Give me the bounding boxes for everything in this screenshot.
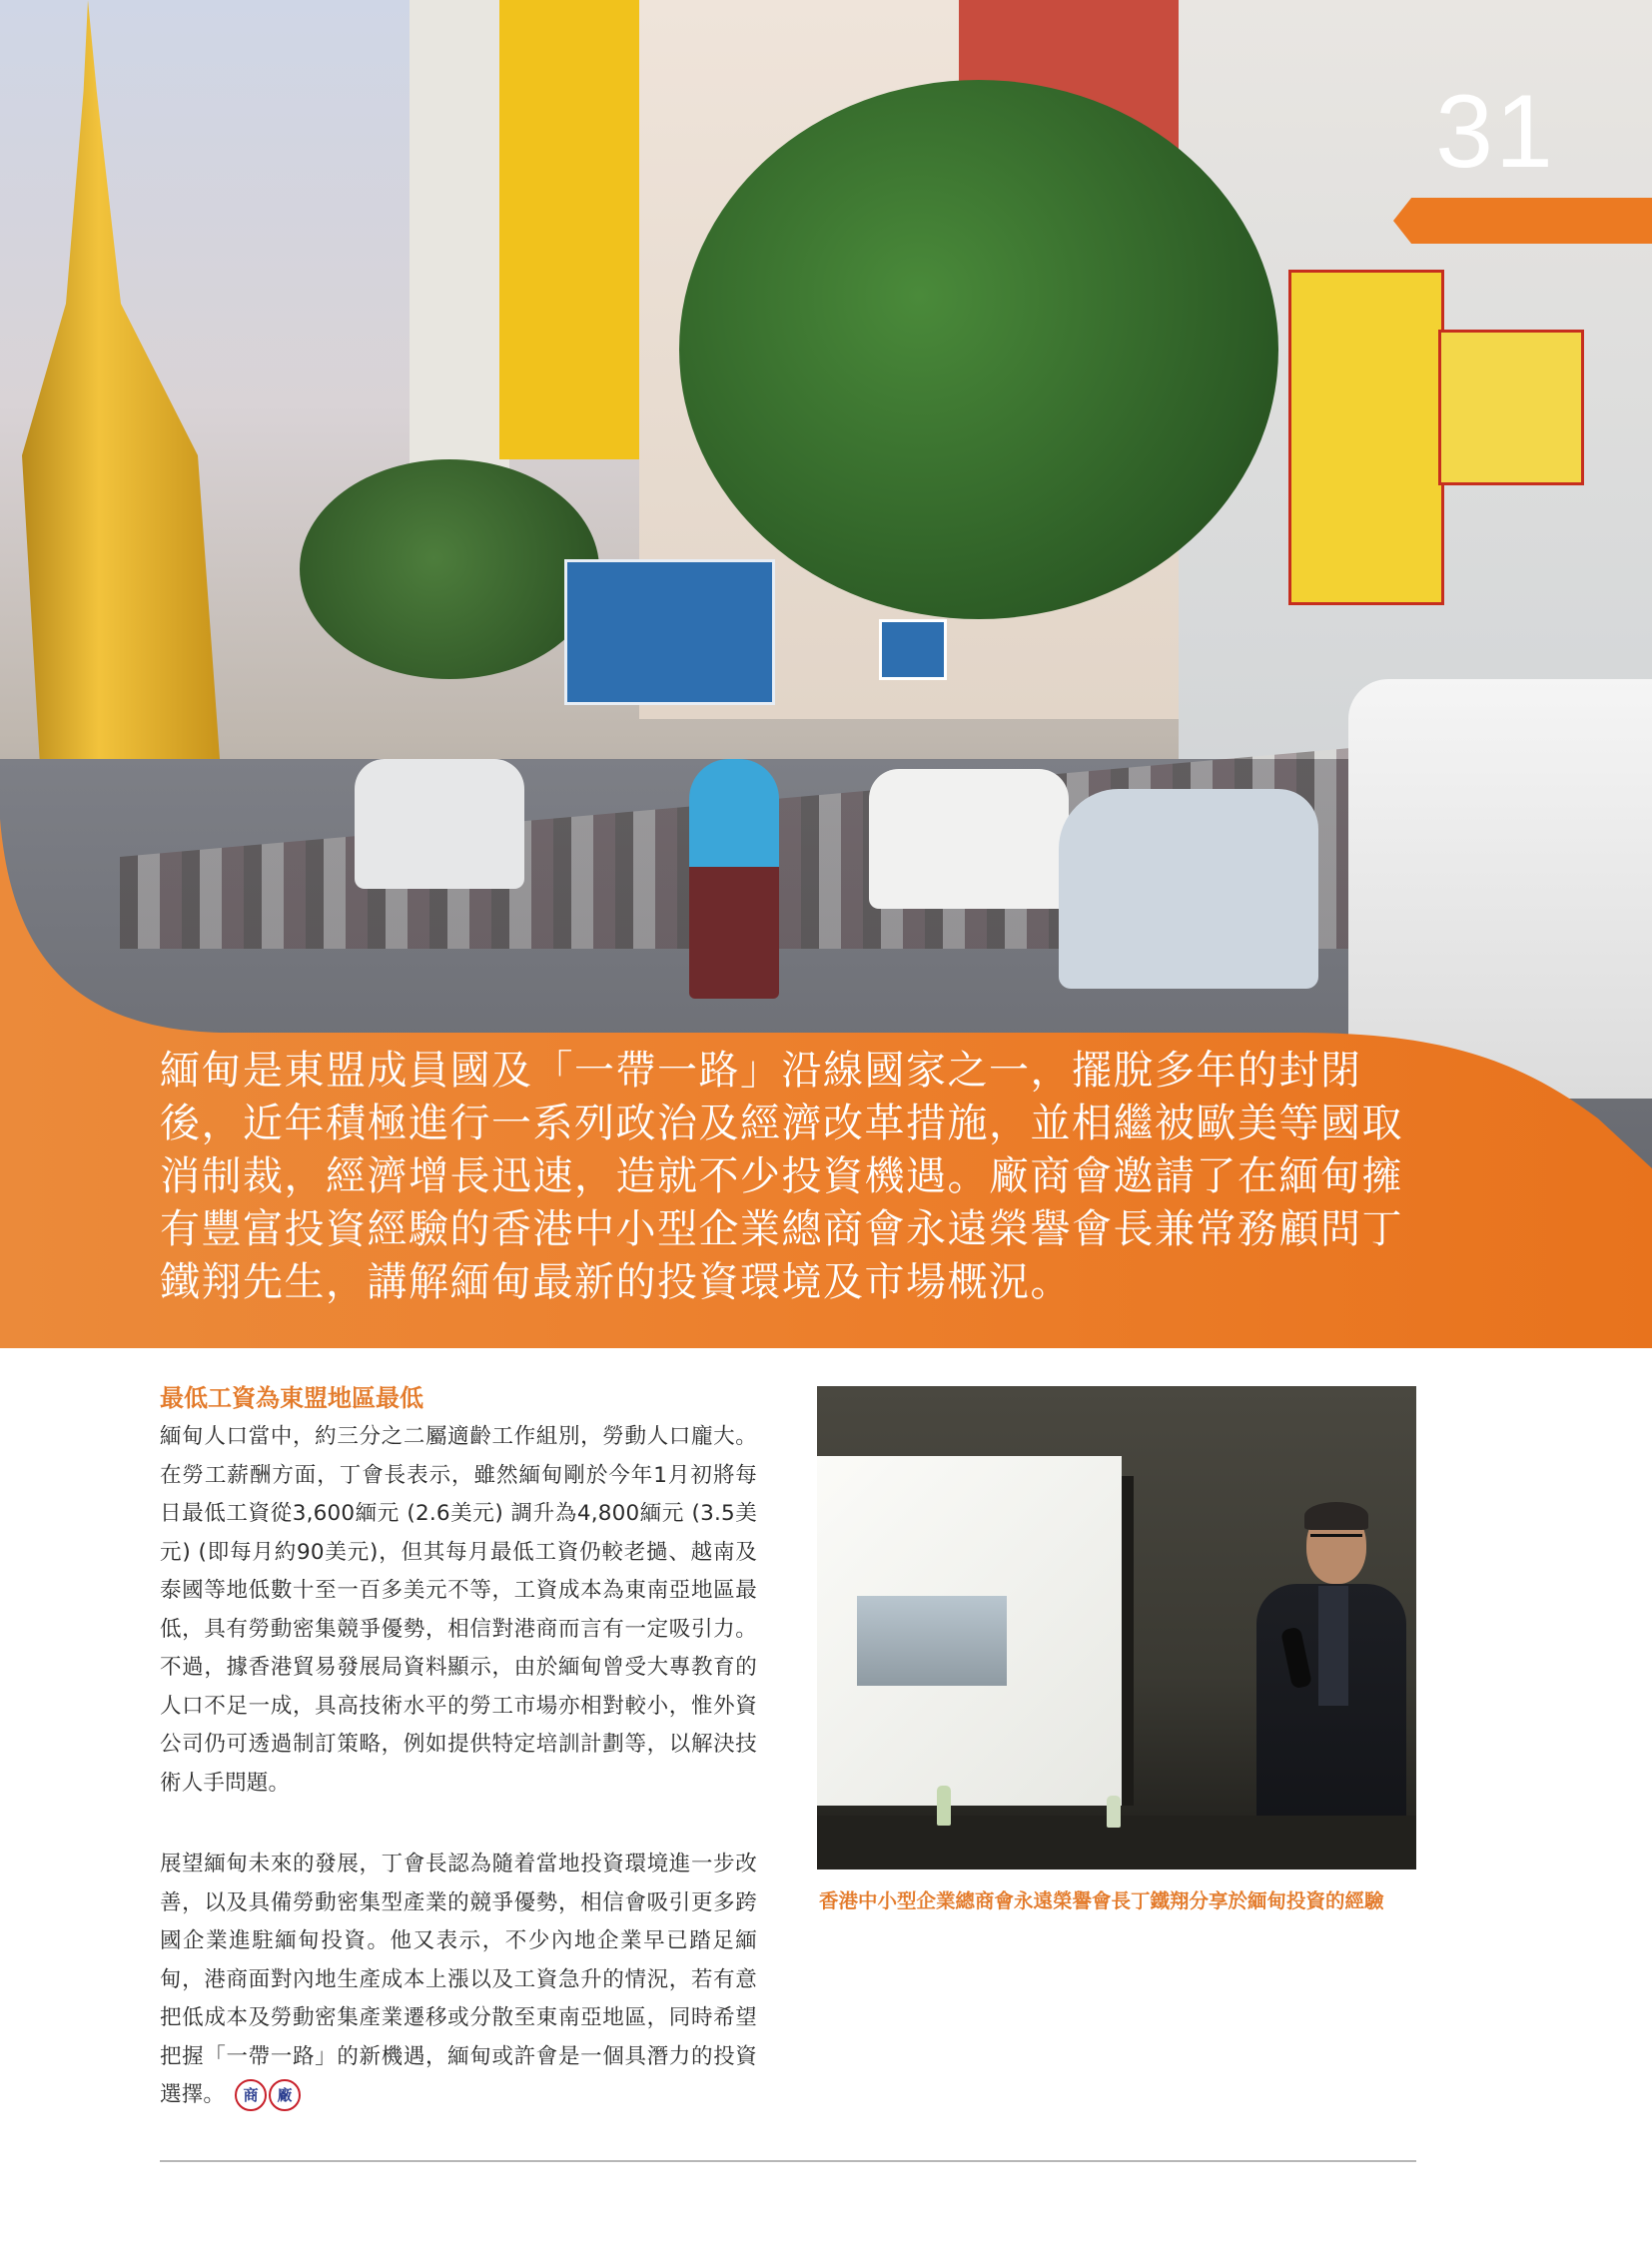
- speaker-shirt: [1318, 1586, 1348, 1706]
- slide-image: [857, 1596, 1007, 1686]
- intro-paragraph: 緬甸是東盟成員國及「一帶一路」沿線國家之一，擺脫多年的封閉後，近年積極進行一系列政治及經濟改革措施，並相繼被歐美等國取消制裁，經濟增長迅速，造就不少投資機遇。廠商會邀請了在緬甸擁有豐富投資經驗的香港中小型企業總商會永遠榮譽會長兼常務顧問丁鐵翔先生，講解緬甸最新的投資環境及市場概況。: [160, 1048, 1403, 1305]
- body-paragraph-text: 緬甸人口當中，約三分之二屬適齡工作組別，勞動人口龐大。在勞工薪酬方面，丁會長表示，雖然緬甸剛於今年1月初將每日最低工資從3,600緬元 (2.6美元) 調升為4,800緬元 (3.5美元) (即每月約90美元)，但其每月最低工資仍較老撾、越南及泰國等地低數十至一百多美元不等，工資成本為東南亞地區最低，具有勞動密集競爭優勢，相信對港商而言有一定吸引力。不過，據香港貿易發展局資料顯示，由於緬甸曾受大專教育的人口不足一成，具高技術水平的勞工市場亦相對較小，惟外資公司仍可透過制訂策略，例如提供特定培訓計劃等，以解決技術人手問題。: [160, 1424, 757, 1796]
- body-paragraph: [160, 1418, 757, 1803]
- water-bottle: [1107, 1796, 1121, 1828]
- water-bottle: [937, 1786, 951, 1826]
- logo-char: 商: [235, 2079, 267, 2111]
- screen-frame: [1122, 1476, 1134, 1806]
- projection-screen: [817, 1456, 1122, 1806]
- section-heading: 最低工資為東盟地區最低: [160, 1384, 423, 1412]
- footer-divider: [160, 2160, 1416, 2162]
- page-number: 31: [1435, 74, 1555, 190]
- body-paragraph-text: 展望緬甸未來的發展，丁會長認為隨着當地投資環境進一步改善，以及具備勞動密集型產業的競爭優勢，相信會吸引更多跨國企業進駐緬甸投資。他又表示，不少內地企業早已踏足緬甸，港商面對內地生產成本上漲以及工資急升的情況，若有意把低成本及勞動密集產業遷移或分散至東南亞地區，同時希望把握「一帶一路」的新機遇，緬甸或許會是一個具潛力的投資選擇。: [160, 1852, 757, 2107]
- seminar-photo: [817, 1386, 1416, 1869]
- speaker-hair: [1304, 1502, 1368, 1530]
- body-paragraph: [160, 1846, 757, 2115]
- page-number-tab: [1393, 198, 1652, 244]
- photo-caption: 香港中小型企業總商會永遠榮譽會長丁鐵翔分享於緬甸投資的經驗: [819, 1889, 1384, 1912]
- logo-char: 廠: [269, 2079, 301, 2111]
- glasses: [1310, 1534, 1362, 1547]
- cma-logo-icon: [235, 2079, 301, 2111]
